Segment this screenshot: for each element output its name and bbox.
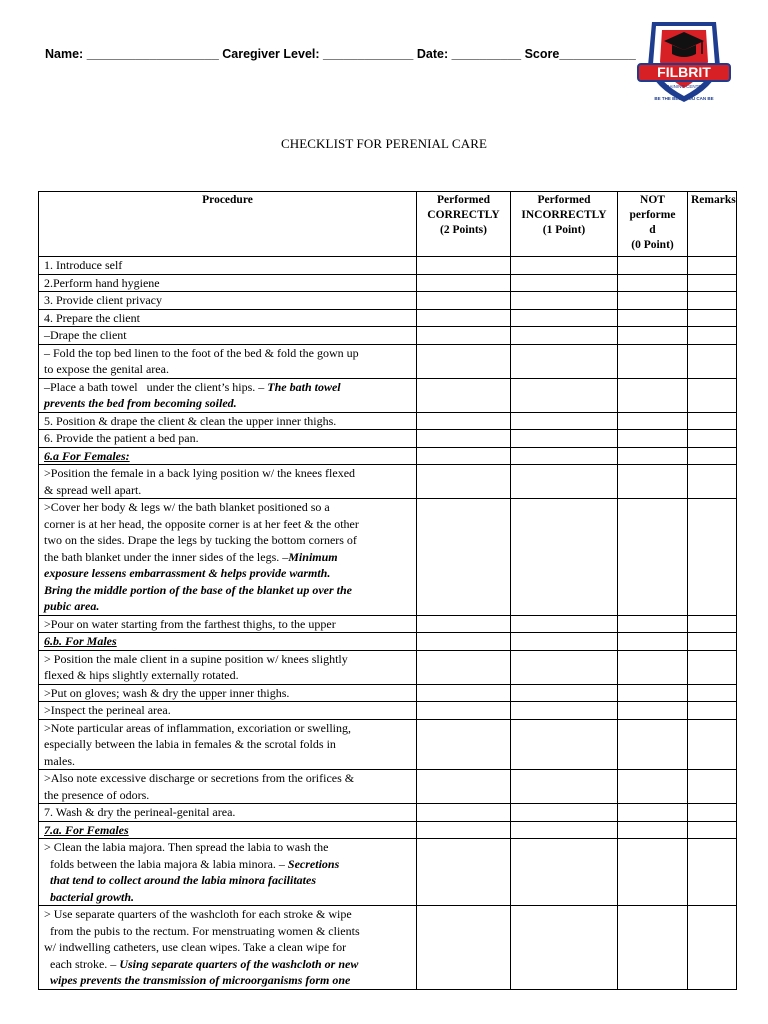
procedure-line (44, 582, 413, 599)
procedure-line (44, 972, 413, 989)
procedure-line (44, 651, 413, 668)
procedure-line (44, 839, 413, 856)
remarks-cell[interactable] (688, 447, 737, 465)
rationale-text: pubic area. (44, 599, 100, 613)
procedure-line (44, 889, 413, 906)
correct-cell[interactable] (417, 327, 511, 345)
procedure-cell (39, 650, 417, 684)
procedure-text: 1. Introduce self (44, 258, 123, 272)
incorrect-cell[interactable] (511, 327, 618, 345)
date-field[interactable]: __________ (451, 47, 522, 61)
not-performed-cell[interactable] (618, 906, 688, 990)
procedure-text: >Note particular areas of inflammation, excoriation or swelling, (44, 720, 351, 735)
rationale-text: Bring the middle portion of the base of the blanket up over the (44, 582, 353, 597)
procedure-cell (39, 770, 417, 804)
correct-cell[interactable] (417, 770, 511, 804)
procedure-text: –Drape the client (44, 328, 127, 342)
procedure-line (44, 292, 413, 309)
procedure-text: >Cover her body & legs w/ the bath blanket positioned so a (44, 500, 330, 514)
procedure-line (44, 448, 413, 465)
procedure-cell (39, 684, 417, 702)
remarks-cell[interactable] (688, 430, 737, 448)
not-performed-cell[interactable] (618, 719, 688, 770)
incorrect-cell[interactable] (511, 465, 618, 499)
procedure-text: >Inspect the perineal area. (44, 703, 171, 717)
procedure-line (44, 720, 413, 737)
correct-cell[interactable] (417, 309, 511, 327)
procedure-line (44, 616, 413, 633)
correct-cell[interactable] (417, 430, 511, 448)
procedure-text: >Position the female in a back lying position w/ the knees flexed (44, 466, 356, 480)
rationale-text: exposure lessens embarrassment & helps provide warmth. (44, 566, 331, 580)
performed-incorrectly-header: Performed INCORRECTLY (1 Point) (511, 192, 618, 257)
correct-cell[interactable] (417, 633, 511, 651)
correct-cell[interactable] (417, 650, 511, 684)
procedure-cell (39, 378, 417, 412)
procedure-line (44, 532, 413, 549)
procedure-text: – Fold the top bed linen to the foot of the bed & fold the gown up (44, 345, 359, 360)
checklist-table (38, 191, 737, 990)
procedure-text: to expose the genital area. (44, 362, 169, 376)
remarks-cell[interactable] (688, 633, 737, 651)
svg-text:TRAINING CENTER: TRAINING CENTER (663, 84, 705, 89)
procedure-cell (39, 633, 417, 651)
rationale-text: wipes prevents the transmission of microorganisms form one (44, 973, 351, 987)
correct-cell[interactable] (417, 684, 511, 702)
incorrect-cell[interactable] (511, 378, 618, 412)
filbrit-logo (634, 18, 734, 104)
procedure-cell (39, 257, 417, 275)
not-performed-cell[interactable] (618, 770, 688, 804)
correct-cell[interactable] (417, 257, 511, 275)
correct-cell[interactable] (417, 292, 511, 310)
not-performed-cell[interactable] (618, 650, 688, 684)
remarks-cell[interactable] (688, 684, 737, 702)
remarks-cell[interactable] (688, 378, 737, 412)
procedure-cell (39, 344, 417, 378)
not-performed-cell[interactable] (618, 257, 688, 275)
remarks-cell[interactable] (688, 906, 737, 990)
procedure-text: > Use separate quarters of the washcloth for each stroke & wipe (44, 907, 352, 921)
procedure-line (44, 549, 413, 566)
incorrect-cell[interactable] (511, 684, 618, 702)
table-row (39, 274, 737, 292)
caregiver-level-field[interactable]: _____________ (323, 47, 414, 61)
table-row (39, 719, 737, 770)
rationale-text: bacterial growth. (44, 889, 135, 904)
procedure-text: males. (44, 753, 75, 768)
procedure-cell (39, 702, 417, 720)
remarks-cell[interactable] (688, 770, 737, 804)
incorrect-cell[interactable] (511, 412, 618, 430)
svg-text:BE THE BEST YOU CAN BE: BE THE BEST YOU CAN BE (654, 96, 714, 101)
incorrect-cell[interactable] (511, 274, 618, 292)
correct-cell[interactable] (417, 702, 511, 720)
table-row (39, 327, 737, 345)
remarks-cell[interactable] (688, 499, 737, 616)
procedure-line (44, 598, 413, 615)
procedure-text: 6. Provide the patient a bed pan. (44, 431, 199, 445)
table-row (39, 684, 737, 702)
procedure-line (44, 787, 413, 804)
table-row (39, 770, 737, 804)
procedure-text: > Clean the labia majora. Then spread the labia to wash the (44, 840, 329, 854)
procedure-cell (39, 430, 417, 448)
procedure-text: 7. Wash & dry the perineal-genital area. (44, 805, 236, 819)
procedure-text: the bath blanket under the inner sides of the legs. – (44, 549, 289, 564)
incorrect-cell[interactable] (511, 499, 618, 616)
rationale-text: Secretions (287, 856, 340, 871)
remarks-cell[interactable] (688, 702, 737, 720)
procedure-line (44, 310, 413, 327)
procedure-cell (39, 821, 417, 839)
remarks-header: Remarks (688, 192, 737, 257)
table-row (39, 615, 737, 633)
rationale-text: Using separate quarters of the washcloth or new (119, 956, 359, 971)
procedure-text: 2.Perform hand hygiene (44, 275, 160, 290)
incorrect-cell[interactable] (511, 257, 618, 275)
procedure-line (44, 906, 413, 923)
incorrect-cell[interactable] (511, 821, 618, 839)
remarks-cell[interactable] (688, 615, 737, 633)
score-label: Score (521, 47, 560, 61)
procedure-line (44, 822, 413, 839)
procedure-cell (39, 465, 417, 499)
procedure-text: 3. Provide client privacy (44, 293, 162, 307)
procedure-line (44, 685, 413, 702)
procedure-cell (39, 906, 417, 990)
procedure-line (44, 499, 413, 516)
remarks-cell[interactable] (688, 274, 737, 292)
procedure-cell (39, 274, 417, 292)
procedure-cell (39, 615, 417, 633)
remarks-cell[interactable] (688, 804, 737, 822)
remarks-cell[interactable] (688, 309, 737, 327)
procedure-line (44, 482, 413, 499)
incorrect-cell[interactable] (511, 447, 618, 465)
not-performed-cell[interactable] (618, 412, 688, 430)
table-row (39, 412, 737, 430)
procedure-line (44, 395, 413, 412)
table-row (39, 257, 737, 275)
table-row (39, 821, 737, 839)
table-row (39, 906, 737, 990)
procedure-cell (39, 412, 417, 430)
section-heading: 6.b. For Males (44, 634, 117, 648)
incorrect-cell[interactable] (511, 719, 618, 770)
procedure-line (44, 430, 413, 447)
table-row (39, 650, 737, 684)
procedure-cell (39, 499, 417, 616)
procedure-cell (39, 327, 417, 345)
procedure-line (44, 667, 413, 684)
procedure-line (44, 702, 413, 719)
not-performed-header: NOT performe d (0 Point) (618, 192, 688, 257)
incorrect-cell[interactable] (511, 430, 618, 448)
procedure-cell (39, 719, 417, 770)
performed-correctly-header: Performed CORRECTLY (2 Points) (417, 192, 511, 257)
rationale-text: that tend to collect around the labia minora facilitates (44, 873, 317, 887)
procedure-text: folds between the labia majora & labia minora. – (44, 856, 288, 871)
incorrect-cell[interactable] (511, 344, 618, 378)
procedure-line (44, 753, 413, 770)
table-row (39, 378, 737, 412)
not-performed-cell[interactable] (618, 615, 688, 633)
table-row (39, 309, 737, 327)
not-performed-cell[interactable] (618, 292, 688, 310)
procedure-text: > Position the male client in a supine position w/ knees slightly (44, 651, 348, 666)
not-performed-cell[interactable] (618, 447, 688, 465)
procedure-text: w/ indwelling catheters, use clean wipes. Take a clean wipe for (44, 940, 347, 954)
procedure-line (44, 923, 413, 940)
table-row (39, 702, 737, 720)
procedure-line (44, 275, 413, 292)
correct-cell[interactable] (417, 465, 511, 499)
name-field[interactable]: ___________________ (86, 47, 219, 61)
name-label: Name: (45, 47, 87, 61)
correct-cell[interactable] (417, 821, 511, 839)
table-row (39, 839, 737, 906)
incorrect-cell[interactable] (511, 633, 618, 651)
procedure-line (44, 465, 413, 482)
incorrect-cell[interactable] (511, 309, 618, 327)
not-performed-cell[interactable] (618, 684, 688, 702)
correct-cell[interactable] (417, 906, 511, 990)
not-performed-cell[interactable] (618, 274, 688, 292)
not-performed-cell[interactable] (618, 499, 688, 616)
form-header (45, 47, 636, 61)
procedure-text: two on the sides. Drape the legs by tucking the bottom corners of (44, 533, 357, 547)
procedure-text: >Pour on water starting from the farthest thighs, to the upper (44, 616, 336, 631)
remarks-cell[interactable] (688, 465, 737, 499)
not-performed-cell[interactable] (618, 804, 688, 822)
table-row (39, 499, 737, 616)
table-row (39, 465, 737, 499)
table-row (39, 430, 737, 448)
rationale-text: Minimum (288, 549, 338, 564)
caregiver-level-label: Caregiver Level: (218, 47, 323, 61)
rationale-text: The bath towel (267, 379, 341, 394)
score-field[interactable]: ___________ (559, 47, 636, 61)
table-row (39, 804, 737, 822)
incorrect-cell[interactable] (511, 292, 618, 310)
procedure-cell (39, 292, 417, 310)
incorrect-cell[interactable] (511, 770, 618, 804)
not-performed-cell[interactable] (618, 465, 688, 499)
remarks-cell[interactable] (688, 650, 737, 684)
remarks-cell[interactable] (688, 344, 737, 378)
correct-cell[interactable] (417, 499, 511, 616)
procedure-line (44, 939, 413, 956)
correct-cell[interactable] (417, 719, 511, 770)
remarks-cell[interactable] (688, 327, 737, 345)
table-row (39, 447, 737, 465)
remarks-cell[interactable] (688, 292, 737, 310)
correct-cell[interactable] (417, 274, 511, 292)
procedure-line (44, 327, 413, 344)
incorrect-cell[interactable] (511, 804, 618, 822)
section-heading: 7.a. For Females (44, 822, 129, 837)
procedure-line (44, 956, 413, 973)
correct-cell[interactable] (417, 447, 511, 465)
procedure-header: Procedure (39, 192, 417, 257)
not-performed-cell[interactable] (618, 633, 688, 651)
remarks-cell[interactable] (688, 839, 737, 906)
procedure-line (44, 516, 413, 533)
procedure-cell (39, 309, 417, 327)
not-performed-cell[interactable] (618, 327, 688, 345)
table-header-row (39, 192, 737, 257)
date-label: Date: (413, 47, 452, 61)
table-row (39, 633, 737, 651)
correct-cell[interactable] (417, 615, 511, 633)
not-performed-cell[interactable] (618, 378, 688, 412)
procedure-text: especially between the labia in females & the scrotal folds in (44, 737, 336, 751)
correct-cell[interactable] (417, 804, 511, 822)
procedure-line (44, 565, 413, 582)
correct-cell[interactable] (417, 839, 511, 906)
procedure-text: from the pubis to the rectum. For menstruating women & clients (44, 923, 360, 938)
incorrect-cell[interactable] (511, 650, 618, 684)
incorrect-cell[interactable] (511, 615, 618, 633)
procedure-line (44, 633, 413, 650)
not-performed-cell[interactable] (618, 344, 688, 378)
section-heading: 6.a For Females: (44, 448, 130, 463)
procedure-text: corner is at her head, the opposite corner is at her feet & the other (44, 516, 359, 531)
procedure-line (44, 361, 413, 378)
procedure-line (44, 856, 413, 873)
procedure-line (44, 413, 413, 430)
procedure-text: –Place a bath towel under the client’s hips. – (44, 379, 268, 394)
not-performed-cell[interactable] (618, 309, 688, 327)
procedure-cell (39, 839, 417, 906)
procedure-text: each stroke. – (44, 956, 120, 971)
page-title: CHECKLIST FOR PERENIAL CARE (280, 136, 488, 151)
procedure-line (44, 804, 413, 821)
remarks-cell[interactable] (688, 257, 737, 275)
procedure-line (44, 736, 413, 753)
correct-cell[interactable] (417, 412, 511, 430)
rationale-text: prevents the bed from becoming soiled. (44, 396, 237, 410)
incorrect-cell[interactable] (511, 702, 618, 720)
procedure-text: >Also note excessive discharge or secretions from the orifices & (44, 771, 355, 785)
procedure-line (44, 379, 413, 396)
procedure-line (44, 770, 413, 787)
not-performed-cell[interactable] (618, 702, 688, 720)
correct-cell[interactable] (417, 378, 511, 412)
not-performed-cell[interactable] (618, 821, 688, 839)
table-row (39, 292, 737, 310)
remarks-cell[interactable] (688, 719, 737, 770)
procedure-cell (39, 804, 417, 822)
not-performed-cell[interactable] (618, 839, 688, 906)
procedure-text: flexed & hips slightly externally rotated. (44, 668, 239, 682)
procedure-line (44, 872, 413, 889)
remarks-cell[interactable] (688, 412, 737, 430)
table-row (39, 344, 737, 378)
procedure-cell (39, 447, 417, 465)
incorrect-cell[interactable] (511, 839, 618, 906)
procedure-line (44, 345, 413, 362)
incorrect-cell[interactable] (511, 906, 618, 990)
svg-text:FILBRIT: FILBRIT (657, 64, 711, 80)
procedure-text: 5. Position & drape the client & clean the upper inner thighs. (44, 413, 337, 428)
procedure-text: the presence of odors. (44, 787, 150, 802)
procedure-line (44, 257, 413, 274)
not-performed-cell[interactable] (618, 430, 688, 448)
procedure-text: & spread well apart. (44, 482, 142, 497)
correct-cell[interactable] (417, 344, 511, 378)
procedure-text: 4. Prepare the client (44, 310, 140, 325)
remarks-cell[interactable] (688, 821, 737, 839)
procedure-text: >Put on gloves; wash & dry the upper inner thighs. (44, 685, 290, 700)
